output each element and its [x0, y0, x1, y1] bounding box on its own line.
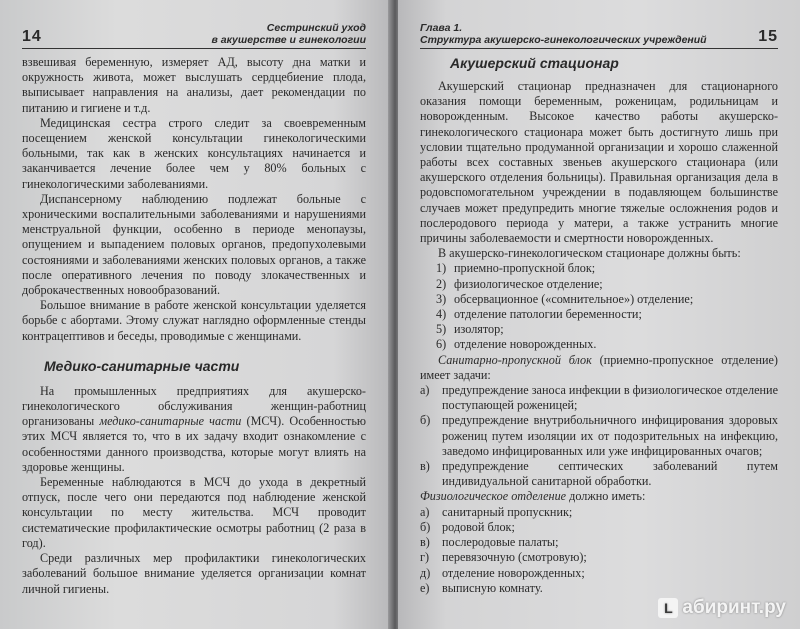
left-running-head-title: Сестринский уход в акушерстве и гинекологии [211, 22, 366, 46]
rooms-list [420, 505, 778, 596]
paragraph: взвешивая беременную, измеряет АД, высоту дна матки и окружность живота, может выслушать сердцебиение плода, выписывает направления на анализы, дает рекомендации по питанию и гигиене и т.д. [22, 55, 366, 115]
paragraph: Диспансерному наблюдению подлежат больные с хроническими воспалительными заболеваниями и нарушениями менструальной функции, особенно в периоде менопаузы, опущением и выпадением половых органов, предопухолевыми состояниями и заболеваниями женских половых органов, а также после оперативного лечения по поводу злокачественных и доброкачественных новообразований. [22, 191, 366, 298]
left-running-head [22, 8, 366, 49]
paragraph: Среди различных мер профилактики гинекологических заболеваний большое внимание уделяется организации комнат личной гигиены. [22, 551, 366, 596]
section-heading-msch: Медико-санитарные части [44, 357, 240, 374]
list-item: г) перевязочную (смотровую); [420, 550, 587, 565]
units-list [420, 261, 778, 352]
tasks-list [420, 383, 778, 489]
right-running-head [420, 8, 778, 49]
list-item: в) послеродовые палаты; [420, 535, 559, 550]
paragraph: Санитарно-пропускной блок (приемно-пропускное отделение) имеет задачи: [420, 352, 778, 382]
paragraph: На промышленных предприятиях для акушерско-гинекологического обслуживания женщин-работниц организованы медико-санитарные части (МСЧ). Особенностью этих МСЧ является то, что в их задачу входит ознакомление с особенностями данного производства, которые могут влиять на здоровье женщины. [22, 383, 366, 474]
paragraph: Физиологическое отделение должно иметь: [420, 489, 646, 504]
list-item: е) выписную комнату. [420, 580, 543, 595]
labirint-logo-icon: L [658, 598, 678, 618]
paragraph: В акушерско-гинекологическом стационаре должны быть: [438, 246, 741, 261]
list-item: 5) изолятор; [436, 322, 504, 337]
left-page [0, 0, 392, 629]
list-item: б) предупреждение внутрибольничного инфицирования здоровых рожениц путем изоляции их от подозрительных на инфекцию, заведомо инфицированных или уже инфицированных очагов; [420, 413, 778, 458]
page-number-right: 15 [758, 28, 778, 45]
term: медико-санитарные части [99, 414, 242, 429]
list-item: д) отделение новорожденных; [420, 565, 585, 580]
paragraph: Беременные наблюдаются в МСЧ до ухода в декретный отпуск, после чего они передаются под наблюдение женской консультации по месту жительства. МСЧ проводит систематические профилактические осмотры работниц (2 раза в год). [22, 475, 366, 550]
list-item: а) предупреждение заноса инфекции в физиологическое отделение поступающей роженицей; [420, 383, 778, 413]
term: Физиологическое отделение [420, 489, 567, 504]
paragraph: Акушерский стационар предназначен для стационарного оказания помощи беременным, роженицам, родильницам и новорожденным. Высокое качество работы акушерско-гинекологического стационара может быть достигнуто лишь при условии тщательно продуманной организации и хорошо слаженной работы всех составных звеньев акушерского стационара (или акушерского отделения больницы). Правильная организация дела в родовспомогательном учреждении в подавляющем большинстве случаев может предупредить многие тяжелые осложнения родов и послеродового периода у матери, а также устранить многие причины заболеваемости и смертности новорожденных. [420, 79, 778, 246]
section-heading-obstetric-hospital: Акушерский стационар [450, 55, 619, 71]
page-number-left: 14 [22, 28, 42, 45]
term: Санитарно-пропускной блок [438, 352, 592, 367]
paragraph: Большое внимание в работе женской консультации уделяется борьбе с абортами. Этому служат наглядно оформленные стенды контрацептивов и беседы, проводимые с женщинами. [22, 298, 366, 343]
list-item: 1) приемно-пропускной блок; [436, 261, 596, 276]
list-item: 4) отделение патологии беременности; [436, 307, 642, 322]
list-item: б) родовой блок; [420, 519, 515, 534]
list-item: 6) отделение новорожденных. [436, 337, 597, 352]
right-page [398, 0, 800, 629]
list-item: 2) физиологическое отделение; [436, 276, 603, 291]
list-item: а) санитарный пропускник; [420, 504, 573, 519]
labirint-watermark: L абиринт.ру [658, 597, 786, 619]
right-running-head-title: Глава 1. Структура акушерско-гинекологических учреждений [420, 22, 707, 46]
list-item: 3) обсервационное («сомнительное») отделение; [436, 291, 694, 306]
paragraph: Медицинская сестра строго следит за своевременным посещением женской консультации гинекологическими больными, так как в женских консультациях начинается и заканчивается лечение более чем у 80% больных с гинекологическими заболеваниями. [22, 115, 366, 191]
list-item: в) предупреждение септических заболеваний путем индивидуальной санитарной обработки. [420, 459, 778, 489]
